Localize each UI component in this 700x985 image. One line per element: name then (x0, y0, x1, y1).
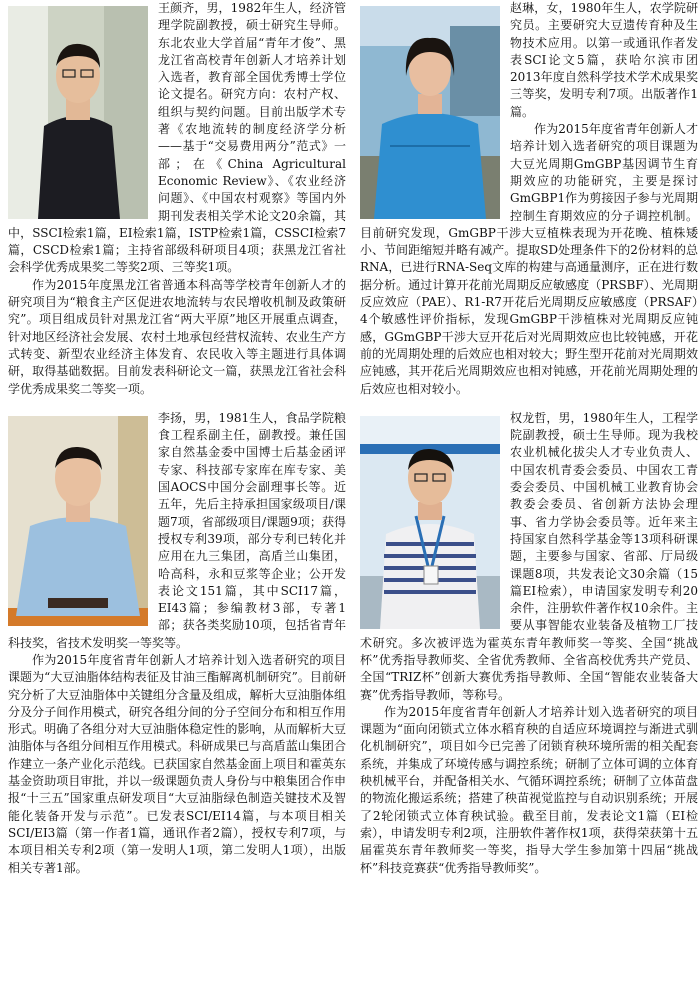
profile-zhao (360, 0, 698, 398)
bio-wang: 王颜齐，男，1982年生人，经济管理学院副教授，硕士研究生导师。东北农业大学首届“青年才俊”、黑龙江省高校青年创新人才培养计划入选者，教育部全国优秀博士学位论文提名。研究方向：农村产权、组织与契约问题。目前出版学术专著《农地流转的制度经济学分析——基于“交易费用两分”范式》一部；在《China Agricultural Economic Review》、《农业经济问题》、《中国农村观察》等国内外期刊发表相关学术论文20余篇，其中，SSCI检索1篇，EI检索1篇，ISTP检索1篇，CSSCI检索7篇，CSCD检索1篇；主持省部级科研项目4项；获黑龙江省社会科学优秀成果奖二等奖2项、三等奖1项。 (8, 1, 346, 275)
profile-wang (8, 0, 346, 398)
profile-quan (360, 410, 698, 877)
project-li: 作为2015年度省青年创新人才培养计划入选者研究的项目课题为“大豆油脂体结构表征及甘油三酯解离机制研究”。目前研究分析了大豆油脂体中关键组分含量及组成，解析大豆油脂体组分及分子间作用模式，研究各组分间的分子空间分布和相互作用形式。明确了各组分对大豆油脂体稳定性的影响，从而解析大豆油脂体与各组分间相互作用模式。科研成果已与高盾蓝山集团合作建立一条产业化示范线。已获国家自然基金面上项目和霍英东基金资助项目审批，并以一级课题负责人身份与中粮集团合作申报“十三五”国家重点研发项目“大豆油脂绿色制造关键技术及智能化装备开发与示范”。已发表SCI/EI14篇，与本项目相关SCI/EI3篇（第一作者1篇，通讯作者2篇），授权专利7项，与本项目相关专利2项（第一发明人1项，第二发明人1项），出版相关专著1部。 (8, 652, 346, 875)
project-wang: 作为2015年度黑龙江省普通本科高等学校青年创新人才的研究项目为“粮食主产区促进农地流转与农民增收机制及政策研究”。项目组成员针对黑龙江省“两大平原”地区开展重点调查，针对地区经济社会发展、农村土地承包经营权流转、农业生产方式转变、新型农业经济主体发育、农民收入等主题进行具体调研，取得基础数据。目前发表科研论文一篇，获黑龙江省社会科学优秀成果奖二等奖一项。 (8, 277, 346, 396)
project-quan: 作为2015年度省青年创新人才培养计划入选者研究的项目课题为“面向闭锁式立体水稻育秧的自适应环境调控与渐进式驯化机制研究”，项目如今已完善了闭锁育秧环境所需的相关配套系统，并集成了环境传感与调控系统；研制了立体可调的立体育秧机械平台，并配备相关水、气循环调控系统；研制了立体苗盘的物流化搬运系统；搭建了秧苗视觉监控与自动识别系统；开展了2轮闭锁式立体育秧试验。截至目前，发表论文1篇（EI检索），申请发明专利2项，注册软件著作权1项，获得荣获第十五届霍英东青年教师奖一等奖，指导大学生参加第十四届“挑战杯”科技竞赛获“优秀指导教师奖”。 (360, 704, 698, 875)
right-column (360, 0, 698, 985)
bio-quan: 权龙哲，男，1980年生人，工程学院副教授，硕士生导师。现为我校农业机械化拔尖人才专业负责人、中国农机青委会委员、中国农工青委会委员、中国机械工业教育协会教委会委员、省创新方法协会理事、省力学协会委员等。近年来主持国家自然科学基金等13项科研课题，主要参与国家、省部、厅局级课题8项，共发表论文30余篇（15篇EI检索），申请国家发明专利20余件，注册软件著作权10余件。主要从事智能农业装备及植物工厂技术研究。多次被评选为霍英东青年教师奖一等奖、全国“挑战杯”优秀指导教师奖、全省优秀教师、全省高校优秀共产党员、全国“TRIZ杯”创新大赛优秀指导教师、全国“智能农业装备大赛”优秀指导教师，等称号。 (360, 410, 698, 702)
bio-li: 李扬，男，1981生人，食品学院粮食工程系副主任，副教授。兼任国家自然基金委中国博士后基金函评专家、科技部专家库在库专家、美国AOCS中国分会副理事长等。近五年，先后主持承担国家级项目/课题7项，省部级项目/课题9项；获得授权专利39项，部分专利已转化并应用在九三集团，高盾兰山集团，哈高科，永和豆浆等企业；公开发表论文151篇，其中SCI17篇，EI43篇；参编教材3部，专著1部；获各类奖励10项，包括省青年科技奖，省技术发明奖一等奖等。 (8, 410, 346, 650)
separator (360, 398, 698, 410)
portrait-zhao (360, 6, 500, 219)
profile-li (8, 410, 346, 877)
portrait-wang (8, 6, 148, 219)
bio-zhao: 赵琳，女，1980年生人，农学院研究员。主要研究大豆遗传育种及生物技术应用。以第一或通讯作者发表SCI论文5篇，获哈尔滨市团2013年度自然科学技术学术成果奖三等奖，发明专利7项。出版著作1篇。 (510, 1, 698, 119)
portrait-li (8, 416, 148, 626)
separator (8, 398, 346, 410)
left-column (8, 0, 346, 985)
project-zhao: 作为2015年度省青年创新人才培养计划入选者研究的项目课题为大豆光周期GmGBP基因调节生育期效应的功能研究，主要是探讨GmGBP1作为剪接因子参与光周期控制生育期效应的分子调控机制。目前研究发现，GmGBP干涉大豆植株表现为开花晚、植株矮小、节间距缩短并略有减产。提取SD处理条件下的2份材料的总RNA，已进行RNA-Seq文库的构建与高通量测序，正在进行数据分析。通过计算开花前光周期反应敏感度（PRSBF）、光周期反应效应（PAE）、R1-R7开花后光周期反应敏感度（PRSAF）4个敏感性评价指标，发现GmGBP干涉植株对光周期反应钝感，GGmGBP干涉大豆开花后对光周期效应也比较钝感，开花前的光周期处理的后效应也相对较大；野生型开花前对光周期效应钝感，其开花后光周期效应也相对钝感，开花前光周期处理的后效应也相对较小。 (360, 122, 698, 396)
portrait-quan (360, 416, 500, 629)
